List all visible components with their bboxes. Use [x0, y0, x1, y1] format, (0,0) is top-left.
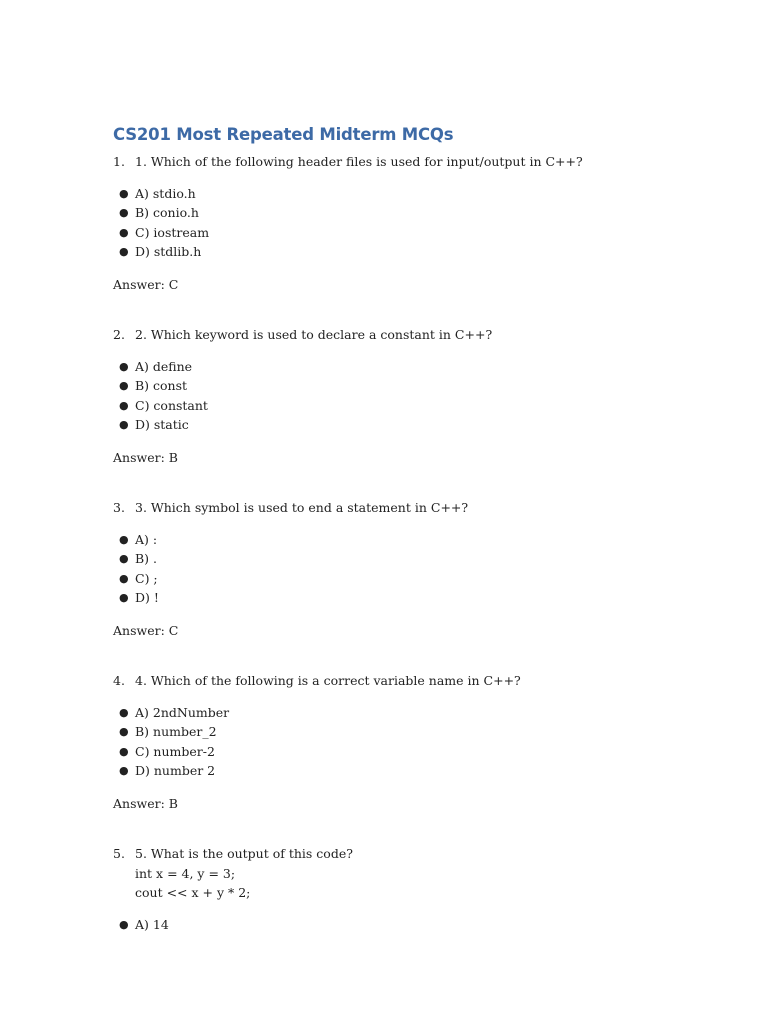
option-item	[113, 742, 673, 762]
option-text: A) stdio.h	[135, 185, 196, 201]
option-item	[113, 376, 673, 396]
option-item	[113, 549, 673, 569]
option-text: C) constant	[135, 397, 208, 413]
question-line	[113, 152, 673, 172]
bullet-icon: ●	[119, 705, 129, 719]
option-text: D) stdlib.h	[135, 244, 202, 259]
bullet-icon: ●	[119, 245, 129, 258]
bullet-icon: ●	[119, 379, 129, 392]
bullet-icon: ●	[119, 764, 129, 777]
option-text: A) define	[135, 358, 193, 374]
code-line: int x = 4, y = 3;	[135, 865, 236, 881]
question-text: 3. Which symbol is used to end a statement in C++?	[135, 500, 469, 515]
option-list	[113, 915, 673, 935]
question-block	[113, 152, 673, 325]
bullet-icon: ●	[119, 571, 129, 585]
option-list	[113, 703, 673, 781]
bullet-icon: ●	[119, 418, 129, 431]
question-block	[113, 325, 673, 498]
answer-text: Answer: C	[113, 276, 179, 292]
bullet-icon: ●	[119, 591, 129, 604]
question-text: 4. Which of the following is a correct variable name in C++?	[135, 673, 521, 688]
option-item	[113, 357, 673, 377]
option-list	[113, 184, 673, 262]
question-spacer	[113, 813, 673, 844]
option-item	[113, 184, 673, 204]
bullet-icon: ●	[119, 917, 129, 931]
option-list	[113, 357, 673, 435]
answer-text: Answer: C	[113, 622, 179, 638]
question-text: 1. Which of the following header files is used for input/output in C++?	[135, 154, 583, 169]
question-number: 3.	[113, 500, 125, 515]
bullet-icon: ●	[119, 398, 129, 412]
option-text: D) static	[135, 417, 189, 432]
option-item	[113, 722, 673, 742]
question-line	[113, 325, 673, 345]
option-item	[113, 415, 673, 435]
option-text: B) conio.h	[135, 205, 199, 220]
question-spacer	[113, 467, 673, 498]
option-text: C) iostream	[135, 224, 210, 240]
bullet-icon: ●	[119, 725, 129, 738]
document-title: CS201 Most Repeated Midterm MCQs	[113, 125, 454, 144]
bullet-icon: ●	[119, 186, 129, 200]
question-number: 1.	[113, 154, 125, 169]
option-item	[113, 761, 673, 781]
bullet-icon: ●	[119, 206, 129, 219]
bullet-icon: ●	[119, 744, 129, 758]
bullet-icon: ●	[119, 552, 129, 565]
question-text-group	[135, 152, 673, 172]
question-block	[113, 498, 673, 671]
question-spacer	[113, 294, 673, 325]
question-spacer	[113, 640, 673, 671]
option-item	[113, 530, 673, 550]
code-line: cout << x + y * 2;	[135, 885, 251, 900]
answer-text: Answer: B	[113, 795, 178, 811]
question-text-group	[135, 498, 673, 518]
bullet-icon: ●	[119, 225, 129, 239]
option-item	[113, 915, 673, 935]
question-number: 5.	[113, 846, 125, 861]
option-item	[113, 588, 673, 608]
question-text-group	[135, 325, 673, 345]
question-number: 4.	[113, 673, 125, 688]
question-text: 5. What is the output of this code?	[135, 846, 353, 861]
option-item	[113, 703, 673, 723]
bullet-icon: ●	[119, 359, 129, 373]
option-item	[113, 223, 673, 243]
option-text: D) number 2	[135, 763, 216, 778]
question-number: 2.	[113, 327, 125, 342]
question-line	[113, 671, 673, 691]
question-line	[113, 844, 673, 903]
option-item	[113, 569, 673, 589]
answer-text: Answer: B	[113, 449, 178, 465]
bullet-icon: ●	[119, 532, 129, 546]
option-text: A) 2ndNumber	[135, 704, 230, 720]
option-text: B) .	[135, 551, 158, 566]
question-text: 2. Which keyword is used to declare a constant in C++?	[135, 327, 493, 342]
option-list	[113, 530, 673, 608]
option-text: A) :	[135, 531, 158, 547]
option-item	[113, 203, 673, 223]
question-list	[113, 152, 673, 934]
option-text: A) 14	[135, 916, 169, 932]
option-text: D) !	[135, 590, 159, 605]
question-block	[113, 844, 673, 934]
document-body	[113, 124, 673, 934]
option-text: C) ;	[135, 570, 158, 586]
option-text: C) number-2	[135, 743, 215, 759]
question-text-group	[135, 844, 673, 903]
option-item	[113, 396, 673, 416]
question-text-group	[135, 671, 673, 691]
option-text: B) number_2	[135, 724, 217, 739]
option-item	[113, 242, 673, 262]
question-line	[113, 498, 673, 518]
question-block	[113, 671, 673, 844]
option-text: B) const	[135, 378, 188, 393]
